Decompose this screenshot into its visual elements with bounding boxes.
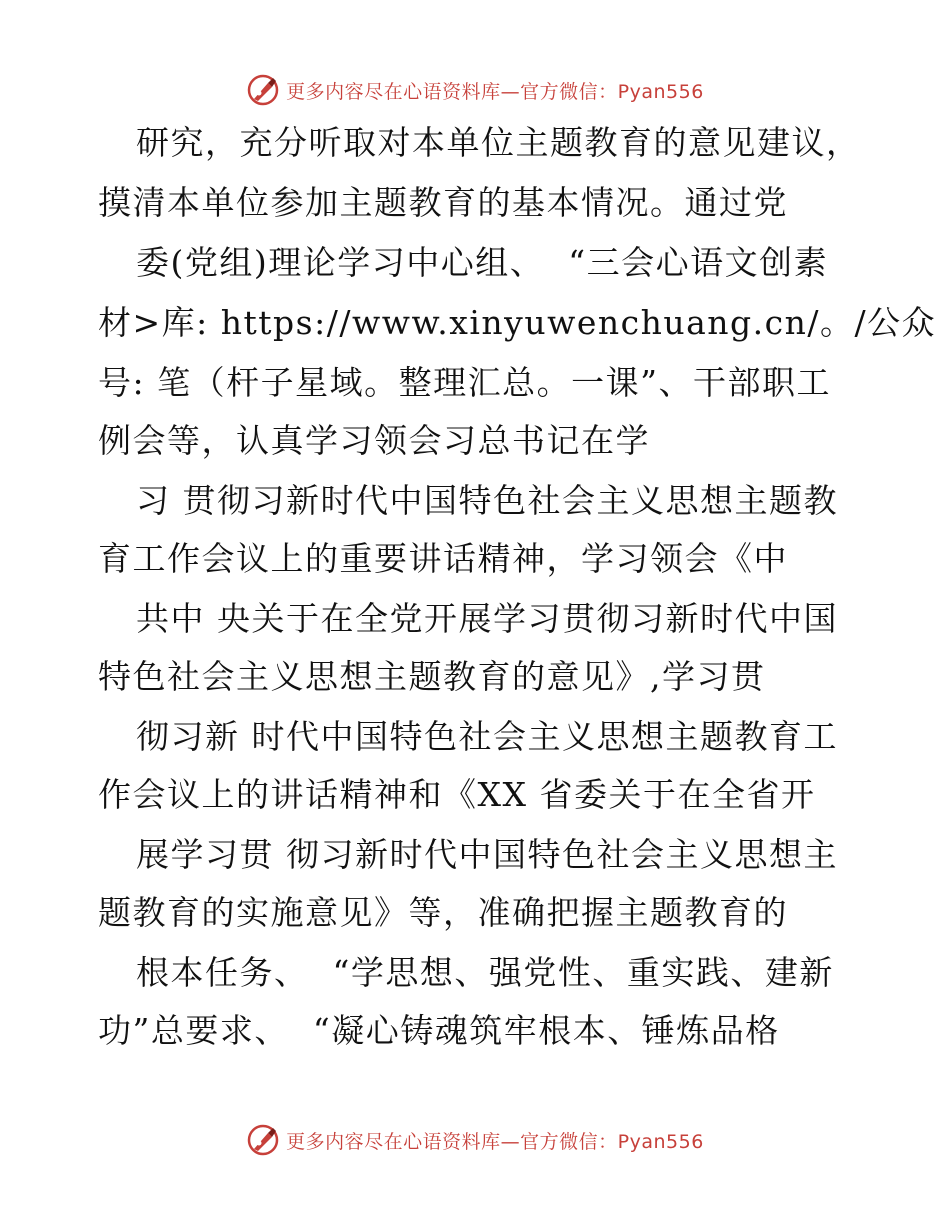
brand-logo-icon (246, 1123, 280, 1157)
text-line: 例会等，认真学习领会习总书记在学 (98, 421, 650, 460)
text-line: 展学习贯 彻习新时代中国特色社会主义思想主 (136, 835, 838, 874)
footer-watermark (0, 1120, 950, 1160)
text-line: 共中 央关于在全党开展学习贯彻习新时代中国 (136, 599, 838, 638)
text-line: 材>库: https://www.xinyuwenchuang.cn/。/公众 (98, 303, 937, 342)
text-line: 研究，充分听取对本单位主题教育的意见建议， (136, 123, 861, 162)
header-watermark (0, 70, 950, 110)
text-line: 根本任务、 “学思想、强党性、重实践、建新 (136, 953, 834, 992)
text-line: 功”总要求、 “凝心铸魂筑牢根本、锤炼品格 (98, 1011, 780, 1050)
text-line: 育工作会议上的重要讲话精神，学习领会《中 (98, 539, 788, 578)
text-line: 特色社会主义思想主题教育的意见》,学习贯 (98, 657, 766, 696)
text-line: 题教育的实施意见》等，准确把握主题教育的 (98, 893, 788, 932)
watermark-text: 更多内容尽在心语资料库—官方微信：Pyan556 (286, 80, 704, 103)
text-line: 委(党组)理论学习中心组、 “三会心语文创素 (136, 243, 829, 282)
text-line: 作会议上的讲话精神和《XX 省委关于在全省开 (98, 775, 816, 814)
text-line: 彻习新 时代中国特色社会主义思想主题教育工 (136, 717, 838, 756)
text-line: 摸清本单位参加主题教育的基本情况。通过党 (98, 183, 788, 222)
text-line: 号: 笔（杆子星域。整理汇总。一课”、干部职工 (98, 363, 831, 402)
watermark-text: 更多内容尽在心语资料库—官方微信：Pyan556 (286, 1130, 704, 1153)
text-line: 习 贯彻习新时代中国特色社会主义思想主题教 (136, 481, 838, 520)
brand-logo-icon (246, 73, 280, 107)
